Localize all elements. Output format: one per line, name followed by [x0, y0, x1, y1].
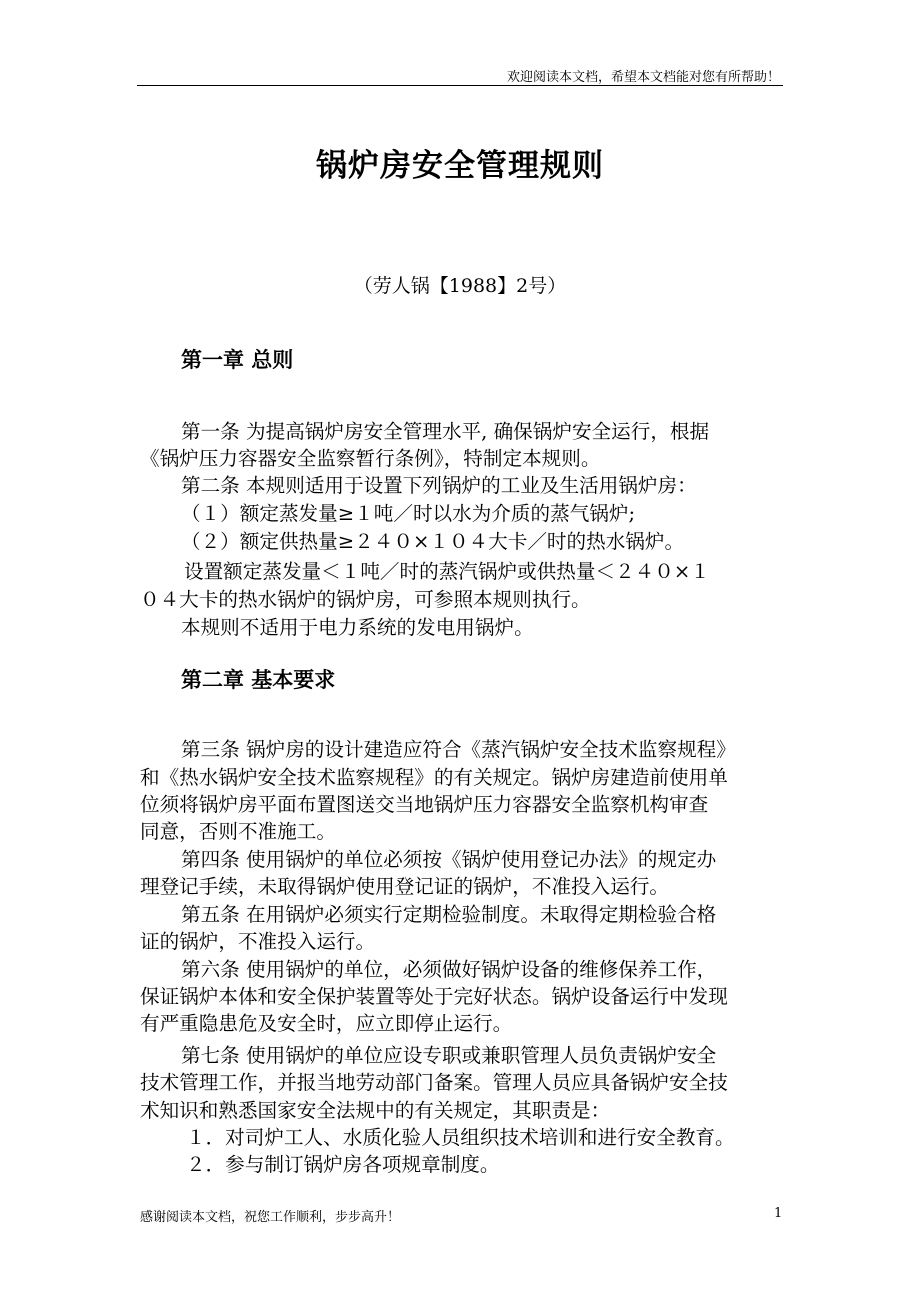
paragraph-line: 位须将锅炉房平面布置图送交当地锅炉压力容器安全监察机构审查 — [140, 793, 709, 816]
paragraph-line: 设置额定蒸发量＜１吨／时的蒸汽锅炉或供热量＜２４０×１ — [184, 560, 710, 583]
paragraph-line: 证的锅炉，不准投入运行。 — [140, 930, 376, 953]
paragraph-line: 第七条 使用锅炉的单位应设专职或兼职管理人员负责锅炉安全 — [181, 1044, 717, 1067]
page-footer-text: 感谢阅读本文档，祝您工作顺利，步步高升！ — [140, 1210, 401, 1225]
paragraph-line: 保证锅炉本体和安全保护装置等处于完好状态。锅炉设备运行中发现 — [140, 985, 728, 1008]
list-item: ２．参与制订锅炉房各项规章制度。 — [186, 1153, 500, 1176]
paragraph-line: 第二条 本规则适用于设置下列锅炉的工业及生活用锅炉房： — [181, 474, 697, 497]
paragraph-line: （２）额定供热量≥２４０×１０４大卡／时的热水锅炉。 — [181, 530, 685, 553]
document-title: 锅炉房安全管理规则 — [316, 148, 604, 184]
paragraph-line: 同意，否则不准施工。 — [140, 820, 336, 843]
chapter-1-heading: 第一章 总则 — [181, 347, 294, 372]
document-subtitle: （劳人锅【1988】2号） — [353, 275, 567, 297]
paragraph-line: 和《热水锅炉安全技术监察规程》的有关规定。锅炉房建造前使用单 — [140, 766, 728, 789]
page-number: 1 — [774, 1206, 783, 1221]
list-item: １．对司炉工人、水质化验人员组织技术培训和进行安全教育。 — [186, 1126, 735, 1149]
paragraph-line: （１）额定蒸发量≥１吨／时以水为介质的蒸气锅炉; — [181, 502, 636, 525]
paragraph-line: 第六条 使用锅炉的单位，必须做好锅炉设备的维修保养工作， — [181, 958, 717, 981]
paragraph-line: 第三条 锅炉房的设计建造应符合《蒸汽锅炉安全技术监察规程》 — [181, 738, 736, 761]
paragraph-line: 本规则不适用于电力系统的发电用锅炉。 — [181, 616, 534, 639]
paragraph-line: 理登记手续，未取得锅炉使用登记证的锅炉，不准投入运行。 — [140, 875, 670, 898]
paragraph-line: 有严重隐患危及安全时，应立即停止运行。 — [140, 1012, 513, 1035]
paragraph-line: 第一条 为提高锅炉房安全管理水平, 确保锅炉安全运行，根据 — [181, 420, 710, 443]
paragraph-line: 术知识和熟悉国家安全法规中的有关规定，其职责是： — [140, 1099, 611, 1122]
page-header-text: 欢迎阅读本文档，希望本文档能对您有所帮助！ — [506, 70, 780, 85]
paragraph-line: 《锅炉压力容器安全监察暂行条例》，特制定本规则。 — [140, 447, 601, 470]
chapter-2-heading: 第二章 基本要求 — [181, 667, 336, 692]
paragraph-line: 技术管理工作，并报当地劳动部门备案。管理人员应具备锅炉安全技 — [140, 1071, 728, 1094]
header-divider — [137, 85, 783, 86]
paragraph-line: ０４大卡的热水锅炉的锅炉房，可参照本规则执行。 — [140, 588, 591, 611]
paragraph-line: 第四条 使用锅炉的单位必须按《锅炉使用登记办法》的规定办 — [181, 848, 717, 871]
paragraph-line: 第五条 在用锅炉必须实行定期检验制度。未取得定期检验合格 — [181, 903, 717, 926]
